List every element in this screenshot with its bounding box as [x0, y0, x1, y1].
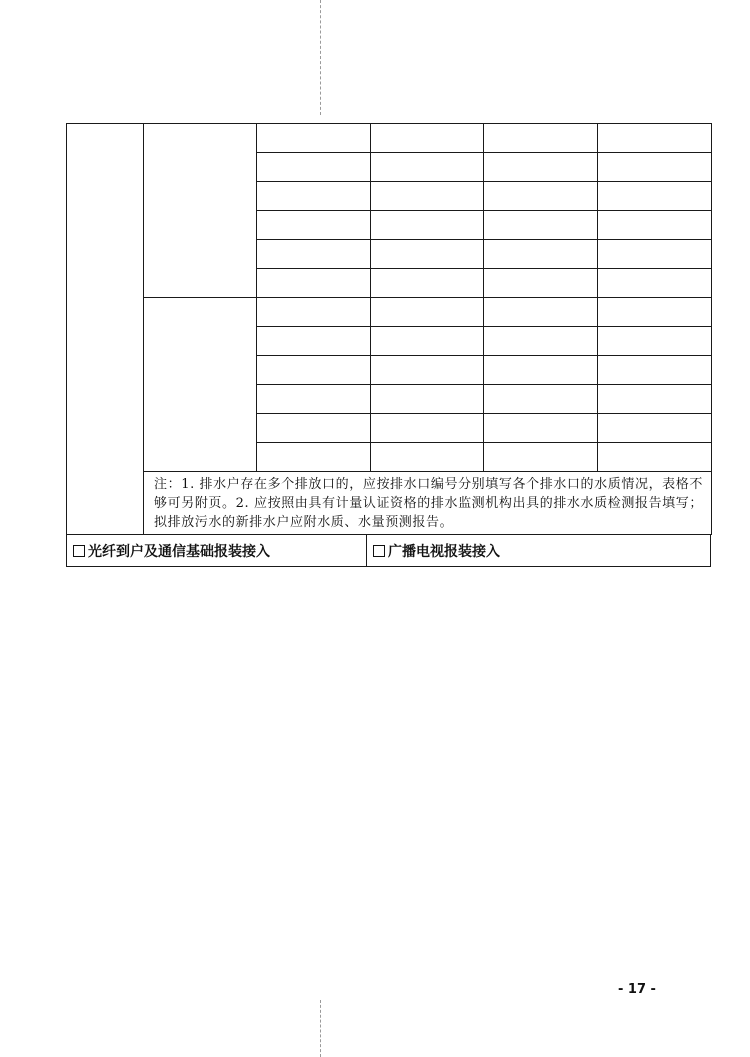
category-cell	[67, 124, 144, 535]
data-cell[interactable]	[484, 385, 598, 414]
data-cell[interactable]	[598, 153, 712, 182]
data-cell[interactable]	[371, 298, 484, 327]
option-row	[66, 535, 711, 567]
data-cell[interactable]	[371, 327, 484, 356]
data-cell[interactable]	[598, 124, 712, 153]
table-row	[67, 124, 712, 153]
data-cell[interactable]	[598, 269, 712, 298]
checkbox-icon[interactable]	[373, 545, 385, 557]
data-cell[interactable]	[598, 298, 712, 327]
data-cell[interactable]	[257, 443, 371, 472]
data-cell[interactable]	[371, 443, 484, 472]
data-cell[interactable]	[257, 211, 371, 240]
data-cell[interactable]	[484, 443, 598, 472]
data-cell[interactable]	[371, 356, 484, 385]
data-cell[interactable]	[598, 211, 712, 240]
data-cell[interactable]	[598, 385, 712, 414]
data-cell[interactable]	[484, 182, 598, 211]
data-cell[interactable]	[257, 414, 371, 443]
outlet-cell	[144, 298, 257, 472]
broadcast-access-option[interactable]	[367, 535, 710, 566]
data-cell[interactable]	[598, 356, 712, 385]
data-cell[interactable]	[257, 182, 371, 211]
data-cell[interactable]	[598, 240, 712, 269]
data-cell[interactable]	[371, 269, 484, 298]
data-cell[interactable]	[371, 385, 484, 414]
data-cell[interactable]	[484, 240, 598, 269]
table-row	[67, 298, 712, 327]
data-cell[interactable]	[371, 124, 484, 153]
data-cell[interactable]	[484, 327, 598, 356]
fold-line-top	[320, 0, 321, 115]
data-cell[interactable]	[484, 414, 598, 443]
checkbox-icon[interactable]	[73, 545, 85, 557]
table-body	[66, 123, 712, 535]
data-cell[interactable]	[484, 153, 598, 182]
data-cell[interactable]	[257, 124, 371, 153]
data-cell[interactable]	[598, 414, 712, 443]
note-text: 注：1. 排水户存在多个排放口的，应按排水口编号分别填写各个排水口的水质情况，表格不够可另附页。2. 应按照由具有计量认证资格的排水监测机构出具的排水水质检测报告填写；拟排放污水的新排水户应附水质、水量预测报告。	[144, 472, 712, 535]
data-cell[interactable]	[484, 298, 598, 327]
broadcast-access-label: 广播电视报装接入	[388, 543, 500, 560]
data-cell[interactable]	[598, 182, 712, 211]
data-cell[interactable]	[371, 153, 484, 182]
data-cell[interactable]	[598, 443, 712, 472]
data-cell[interactable]	[257, 385, 371, 414]
data-cell[interactable]	[257, 298, 371, 327]
page-number: - 17 -	[618, 982, 656, 997]
data-cell[interactable]	[257, 327, 371, 356]
data-cell[interactable]	[257, 240, 371, 269]
data-cell[interactable]	[257, 269, 371, 298]
outlet-cell	[144, 124, 257, 298]
data-cell[interactable]	[484, 269, 598, 298]
fold-line-bottom	[320, 1000, 321, 1057]
note-row	[67, 472, 712, 535]
data-cell[interactable]	[484, 124, 598, 153]
data-cell[interactable]	[257, 153, 371, 182]
data-cell[interactable]	[371, 240, 484, 269]
water-quality-table	[66, 123, 711, 567]
data-cell[interactable]	[257, 356, 371, 385]
data-cell[interactable]	[484, 211, 598, 240]
data-cell[interactable]	[371, 182, 484, 211]
data-cell[interactable]	[598, 327, 712, 356]
data-cell[interactable]	[371, 211, 484, 240]
fiber-access-label: 光纤到户及通信基础报装接入	[88, 543, 270, 560]
data-cell[interactable]	[484, 356, 598, 385]
data-cell[interactable]	[371, 414, 484, 443]
fiber-access-option[interactable]	[67, 535, 367, 566]
